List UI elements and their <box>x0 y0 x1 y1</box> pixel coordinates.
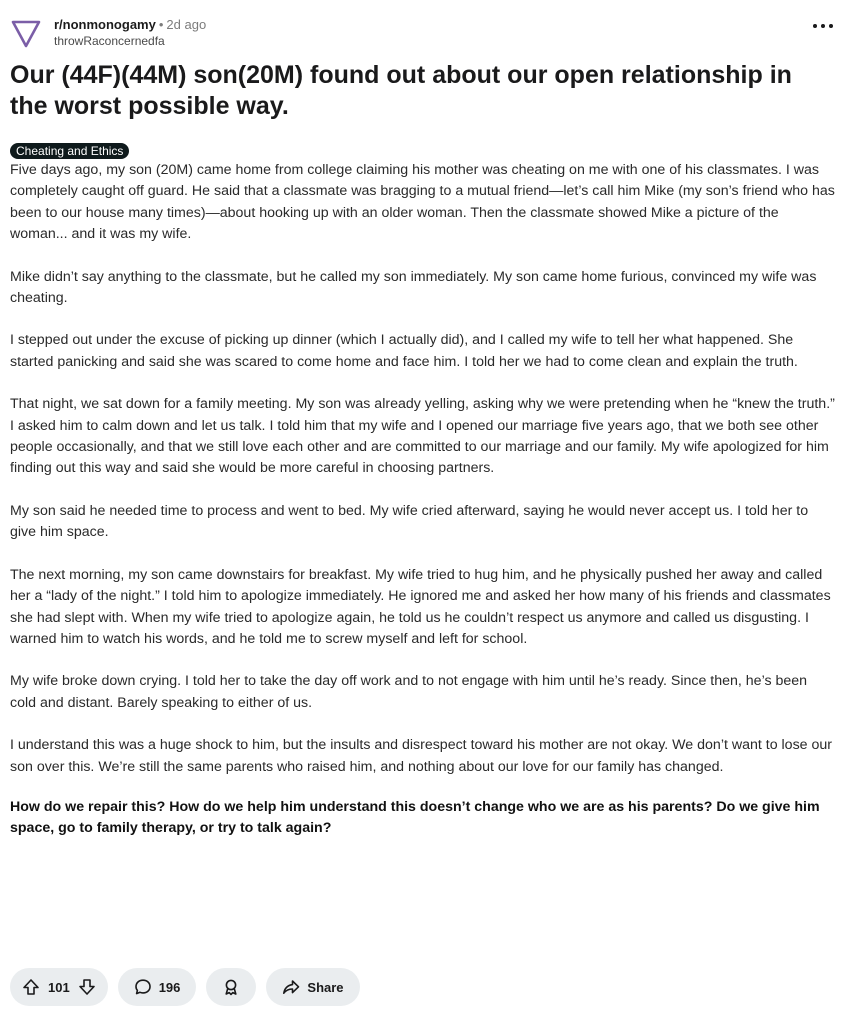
downvote-arrow-icon[interactable] <box>78 978 96 996</box>
comment-bubble-icon <box>134 978 152 996</box>
body-paragraph: My son said he needed time to process and went to bed. My wife cried afterward, saying he would never accept us. I told her to give him space. <box>10 502 809 541</box>
body-paragraph: The next morning, my son came downstairs for breakfast. My wife tried to hug him, and he physically pushed her away and called her a “lady of the night.” I told him to apologize immediately. He ignored me and asked her how many of his friends and classmates she had slept with. When my wife tried to apologize again, he told us he couldn’t respect us anymore and called us disgusting. I warned him to watch his words, and he told me to screw myself and left for school. <box>10 566 831 647</box>
action-bar <box>10 968 360 1006</box>
meta-separator: • <box>158 17 164 32</box>
more-options-icon[interactable] <box>812 18 834 32</box>
post-header <box>10 14 836 54</box>
body-paragraph: That night, we sat down for a family meeting. My son was already yelling, asking why we were pretending when he “knew the truth.” I asked him to calm down and let us talk. I told him that my wife and I opened our marriage five years ago, that we both see other people occasionally, and that we still love each other and are committed to our marriage and our family. My wife apologized for him finding out this way and said she would be more careful in choosing partners. <box>10 396 835 477</box>
body-paragraph: Five days ago, my son (20M) came home from college claiming his mother was cheating on me with one of his classmates. I was completely caught off guard. He said that a classmate was bragging to a mutual friend—let’s call him Mike (my son’s friend who has been to our house many times)—about hooking up with an older woman. Then the classmate showed Mike a picture of the woman... and it was my wife. <box>10 162 835 243</box>
body-question: How do we repair this? How do we help him understand this doesn’t change who we are as his parents? Do we give him space, go to family therapy, or try to talk again? <box>10 798 820 837</box>
award-icon <box>222 978 240 996</box>
vote-count: 101 <box>48 979 70 995</box>
body-paragraph: I stepped out under the excuse of picking up dinner (which I actually did), and I called my wife to tell her what happened. She started panicking and said she was scared to come home and face him. I told her we had to come clean and explain the truth. <box>10 332 798 370</box>
post-meta <box>54 16 206 49</box>
post-body <box>10 160 836 861</box>
comments-button[interactable] <box>118 968 197 1006</box>
post-flair[interactable]: Cheating and Ethics <box>10 143 129 159</box>
share-label: Share <box>307 979 344 995</box>
share-arrow-icon <box>282 978 300 996</box>
comment-count: 196 <box>158 979 181 995</box>
body-paragraph: I understand this was a huge shock to him, but the insults and disrespect toward his mother are not okay. We don’t want to lose our son over this. We’re still the same parents who raised him, and nothing about our love for our family has changed. <box>10 737 833 775</box>
body-paragraph: Mike didn’t say anything to the classmate, but he called my son immediately. My son came home furious, convinced my wife was cheating. <box>10 268 817 307</box>
award-button[interactable] <box>206 968 256 1006</box>
post-author[interactable]: throwRaconcernedfa <box>54 34 165 48</box>
vote-control <box>10 968 108 1006</box>
subreddit-name[interactable]: r/nonmonogamy <box>54 17 156 32</box>
upvote-arrow-icon[interactable] <box>22 978 40 996</box>
body-paragraph: My wife broke down crying. I told her to take the day off work and to not engage with him until he’s ready. Since then, he’s been cold and distant. Barely speaking to either of us. <box>10 673 808 711</box>
share-button[interactable] <box>266 968 359 1006</box>
post-title: Our (44F)(44M) son(20M) found out about our open relationship in the worst possible way. <box>10 61 792 120</box>
triangle-outline-icon[interactable] <box>10 18 42 50</box>
post-age: 2d ago <box>166 17 207 32</box>
